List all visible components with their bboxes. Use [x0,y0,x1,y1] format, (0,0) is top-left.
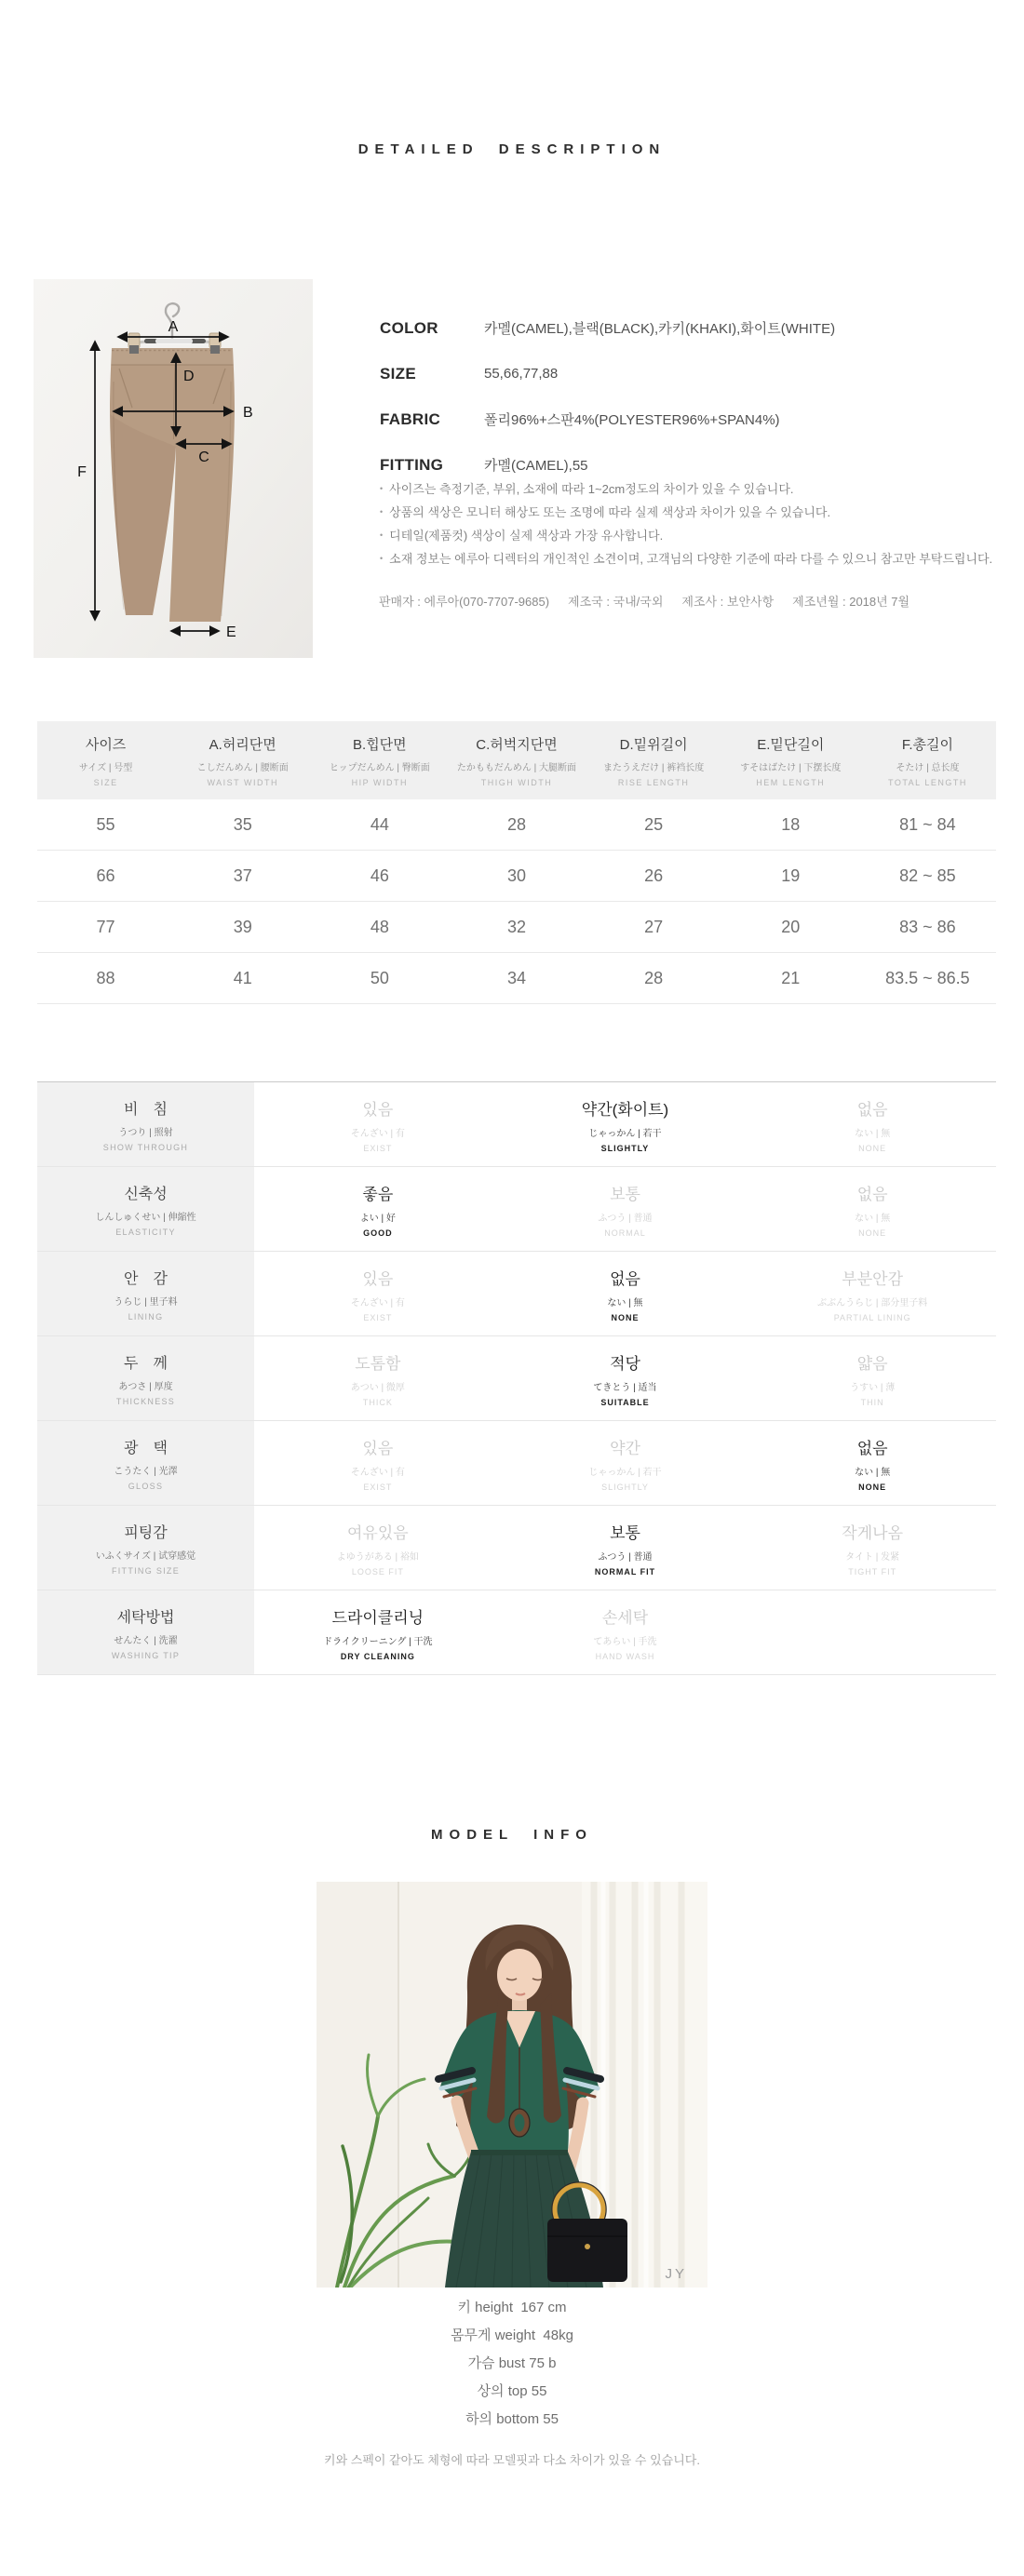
attribute-option [748,1336,996,1420]
seller-segment: 판매자 : 에루아(070-7707-9685) [379,595,550,609]
attribute-option-sub: じゃっかん | 若干 [588,1467,662,1478]
size-table-cell: 77 [96,917,115,936]
size-table-cell: 21 [781,968,801,987]
attribute-option [254,1506,502,1590]
pants-shape [110,348,235,622]
attribute-label [37,1167,254,1251]
attribute-option-en: NONE [858,1228,887,1238]
size-table-cell: 19 [781,865,801,885]
attribute-label-ko: 비 침 [124,1101,168,1118]
size-column-ko: B.힙단면 [353,737,407,753]
attribute-option-ko: 약간 [610,1439,640,1457]
attribute-option-sub: じゃっかん | 若干 [588,1128,662,1139]
model-photo [317,1882,707,2288]
size-table-row [37,799,996,851]
attribute-option-sub: ない | 無 [855,1467,891,1478]
attribute-option [254,1167,502,1251]
attribute-option-en: NORMAL FIT [594,1566,656,1576]
size-table-cell: 50 [370,968,389,987]
attribute-label [37,1252,254,1335]
size-column-sub: こしだんめん | 腰断面 [196,763,289,773]
attribute-option [254,1590,502,1674]
attribute-option-ko: 여유있음 [346,1523,409,1542]
watermark: JY [665,2266,687,2282]
size-column-ko: A.허리단면 [209,737,276,753]
info-value: 55,66,77,88 [484,366,559,382]
attribute-option-ko: 있음 [362,1100,394,1119]
size-table-cell: 48 [370,917,389,936]
attribute-option [254,1336,502,1420]
size-table-body [37,799,996,1004]
attribute-label-ko: 신축성 [124,1186,168,1202]
attribute-option-sub: よゆうがある | 裕如 [336,1551,419,1563]
pants-diagram-illustration [34,279,313,658]
attribute-option-ko: 있음 [362,1439,394,1457]
label-d: D [183,369,195,384]
size-column-header [722,734,859,787]
info-label: FITTING [380,455,444,474]
attribute-option-en: LOOSE FIT [351,1566,404,1576]
attribute-option-sub: うすい | 薄 [850,1382,896,1393]
info-row [380,396,994,442]
info-row [380,305,994,351]
size-column-sub: サイズ | 号型 [78,763,133,773]
size-column-header [174,734,311,787]
size-table-cell: 83 ~ 86 [899,917,956,936]
size-table-cell: 18 [781,814,801,834]
attribute-label-ko: 두 께 [124,1355,168,1372]
info-value: 폴리96%+스판4%(POLYESTER96%+SPAN4%) [484,412,780,428]
model-stat-line: 몸무게 weight 48kg [451,2328,573,2343]
size-table-cell: 20 [781,917,801,936]
size-column-en: SIZE [93,778,118,787]
attribute-label-sub: しんしゅくせい | 伸縮性 [95,1212,196,1223]
attribute-option-sub: よい | 好 [359,1213,396,1224]
size-table-cell: 26 [644,865,664,885]
attribute-option [748,1167,996,1251]
attribute-label-en: ELASTICITY [115,1227,176,1237]
size-table-cell: 34 [506,968,526,987]
model-photo-illustration [317,1882,707,2288]
attribute-option [502,1167,749,1251]
attribute-row [37,1336,996,1421]
attribute-option-ko: 손세탁 [601,1608,649,1627]
size-table-cell: 88 [96,968,115,987]
attribute-label-ko: 광 택 [124,1440,168,1456]
attribute-option-ko: 부분안감 [842,1269,903,1288]
attribute-option-ko: 없음 [856,1185,888,1203]
attribute-option-ko: 좋음 [362,1185,394,1203]
attribute-option-en: THICK [362,1397,393,1407]
size-table-cell: 83.5 ~ 86.5 [885,968,970,987]
attribute-row [37,1082,996,1167]
attribute-label-ko: 피팅감 [124,1524,168,1541]
attribute-option-en: PARTIAL LINING [833,1312,911,1322]
size-table-cell: 28 [644,968,664,987]
attribute-option-en: EXIST [363,1312,393,1322]
attribute-option-sub: タイト | 发紧 [845,1551,900,1563]
note-line: • 사이즈는 측정기준, 부위, 소재에 따라 1~2cm정도의 차이가 있을 수 있습니다. [380,477,1013,501]
attribute-option-ko: 적당 [610,1354,640,1373]
model-stat-line: 가슴 bust 75 b [467,2355,557,2371]
attribute-label-en: WASHING TIP [111,1650,181,1660]
attribute-label-en: SHOW THROUGH [102,1142,189,1152]
attribute-option-sub: ない | 無 [855,1128,891,1139]
attribute-label [37,1082,254,1166]
attribute-option-sub: あつい | 微厚 [350,1382,405,1393]
attribute-option-en: SLIGHTLY [600,1143,650,1153]
attribute-option-sub: てあらい | 手洗 [593,1636,657,1647]
size-table-row [37,953,996,1004]
size-table-cell: 82 ~ 85 [899,865,956,885]
size-column-en: THIGH WIDTH [480,778,553,787]
attribute-label [37,1590,254,1674]
size-table-cell: 55 [96,814,115,834]
attribute-option-en: EXIST [363,1143,393,1153]
attribute-option-ko: 없음 [610,1269,640,1288]
attribute-option-sub: ぶぶんうらじ | 部分里子料 [817,1297,928,1308]
seller-info-line [379,592,928,610]
size-table [37,721,996,1004]
size-table-row [37,902,996,953]
attribute-label-sub: こうたく | 光澤 [114,1466,178,1477]
attribute-option-en: HAND WASH [595,1651,655,1661]
skirt-waistband [471,2150,568,2155]
attribute-label-sub: うらじ | 里子料 [114,1296,178,1308]
face [497,1949,542,2001]
info-row [380,351,994,396]
attribute-option-en: NONE [858,1482,887,1492]
attribute-option-ko: 보통 [610,1185,640,1203]
size-column-header [586,734,722,787]
size-table-cell: 35 [233,814,252,834]
attribute-label [37,1336,254,1420]
attribute-option-sub: ない | 無 [607,1297,643,1308]
attribute-option-ko: 드라이클리닝 [331,1608,424,1627]
attribute-option-ko: 도톰함 [355,1354,401,1373]
note-line: • 소재 정보는 에루아 디렉터의 개인적인 소견이며, 고객님의 다양한 기준에 따라 다를 수 있으니 참고만 부탁드립니다. [380,547,1013,570]
model-info-heading: MODEL INFO [431,1827,593,1843]
attribute-option [502,1421,749,1505]
attribute-label-sub: あつさ | 厚度 [118,1381,173,1392]
attribute-label-en: LINING [128,1311,164,1322]
attribute-option-ko: 없음 [856,1100,888,1119]
attribute-label-sub: うつり | 照射 [118,1127,173,1138]
label-c: C [198,449,209,465]
attribute-option-en: NORMAL [604,1228,646,1238]
attribute-label-en: FITTING SIZE [111,1565,181,1576]
attribute-option-en: SLIGHTLY [601,1482,649,1492]
label-e: E [226,624,236,640]
attribute-row [37,1590,996,1675]
attribute-option-sub: ふつう | 普通 [598,1551,653,1563]
attribute-option-sub: ない | 無 [855,1213,891,1224]
size-column-ko: E.밑단길이 [757,737,825,753]
attribute-option [748,1421,996,1505]
attribute-option-sub: てきとう | 适当 [593,1382,657,1393]
attribute-row [37,1252,996,1336]
attribute-option-ko: 얇음 [856,1354,888,1373]
note-line: • 디테일(제품컷) 색상이 실제 색상과 가장 유사합니다. [380,524,1013,547]
size-table-cell: 25 [644,814,664,834]
model-stat-line: 상의 top 55 [477,2383,547,2399]
attribute-option [748,1082,996,1166]
info-value: 카멜(CAMEL),블랙(BLACK),카키(KHAKI),화이트(WHITE) [484,321,836,337]
attribute-option-en: EXIST [363,1482,393,1492]
size-table-cell: 44 [370,814,389,834]
attribute-row [37,1421,996,1506]
model-note: 키와 스펙이 같아도 체형에 따라 모델핏과 다소 차이가 있을 수 있습니다. [324,2453,700,2467]
size-column-en: WAIST WIDTH [207,778,278,787]
info-value: 카멜(CAMEL),55 [484,458,588,474]
size-column-en: RISE LENGTH [617,778,690,787]
size-column-en: TOTAL LENGTH [887,778,967,787]
attribute-option-sub: そんざい | 有 [350,1297,405,1308]
attribute-label [37,1421,254,1505]
size-column-sub: たかももだんめん | 大腿断面 [456,763,577,773]
size-column-header [448,734,585,787]
attribute-option [748,1506,996,1590]
attribute-label-en: GLOSS [128,1481,164,1491]
seller-segment: 제조년월 : 2018년 7월 [792,595,910,609]
attribute-label-sub: せんたく | 洗濯 [114,1635,178,1646]
label-b: B [243,405,253,421]
size-column-ko: F.총길이 [901,737,953,753]
info-label: FABRIC [380,409,441,428]
attribute-option [502,1252,749,1335]
info-label: SIZE [380,364,416,382]
attribute-option-sub: そんざい | 有 [350,1467,405,1478]
attribute-option-en: THIN [860,1397,884,1407]
attribute-label [37,1506,254,1590]
seller-segment: 제조국 : 국내/국외 [568,595,664,609]
attribute-option-en: GOOD [363,1228,393,1238]
attribute-option-ko: 있음 [362,1269,394,1288]
attribute-row [37,1506,996,1590]
size-column-ko: 사이즈 [85,737,127,753]
product-notes [380,477,1013,570]
model-stats [0,2294,1024,2434]
attribute-option [502,1082,749,1166]
attribute-label-en: THICKNESS [115,1396,176,1406]
size-column-sub: すそはばたけ | 下摆长度 [740,763,842,773]
model-stat-line: 하의 bottom 55 [465,2411,559,2427]
note-line: • 상품의 색상은 모니터 해상도 또는 조명에 따라 실제 색상과 차이가 있을 수 있습니다. [380,501,1013,524]
info-label: COLOR [380,318,438,337]
attribute-option-ko: 작게나옴 [842,1523,903,1542]
attribute-option [502,1590,749,1674]
attribute-option [502,1336,749,1420]
attribute-label-sub: いふくサイズ | 试穿感觉 [95,1550,196,1562]
model-stat-line: 키 height 167 cm [457,2300,567,2315]
attribute-option [254,1082,502,1166]
size-column-sub: またうえだけ | 裤裆长度 [603,763,705,773]
size-column-header [859,734,996,787]
attribute-option-ko: 약간(화이트) [581,1100,669,1119]
size-column-sub: そたけ | 总长度 [896,763,960,773]
size-table-cell: 66 [96,865,115,885]
attribute-label-ko: 세탁방법 [116,1609,175,1626]
attribute-option-en: SUITABLE [600,1397,650,1407]
attribute-table [37,1081,996,1675]
size-column-header [311,734,448,787]
size-table-row [37,851,996,902]
attribute-option-en: NONE [611,1312,640,1322]
attribute-option-en: TIGHT FIT [848,1566,897,1576]
attribute-option-ko: 보통 [610,1523,640,1542]
size-column-en: HEM LENGTH [756,778,826,787]
size-table-cell: 32 [506,917,526,936]
attribute-row [37,1167,996,1252]
size-table-header [37,721,996,799]
attribute-option-sub: そんざい | 有 [350,1128,405,1139]
size-column-en: HIP WIDTH [351,778,409,787]
size-table-cell: 46 [370,865,389,885]
attribute-option-sub: ふつう | 普通 [598,1213,653,1224]
attribute-option [748,1252,996,1335]
attribute-option [254,1421,502,1505]
size-table-cell: 81 ~ 84 [899,814,956,834]
attribute-label-ko: 안 감 [124,1270,168,1287]
size-table-cell: 30 [506,865,526,885]
attribute-option [254,1252,502,1335]
label-a: A [168,319,179,335]
size-table-cell: 27 [644,917,664,936]
product-info-rows [380,305,994,488]
attribute-option [502,1506,749,1590]
size-table-cell: 39 [233,917,252,936]
size-column-header [37,734,174,787]
size-table-cell: 41 [233,968,252,987]
attribute-option-ko: 없음 [856,1439,888,1457]
product-measurement-photo [34,279,313,658]
attribute-option-en: DRY CLEANING [340,1651,415,1661]
detail-description-heading: DETAILED DESCRIPTION [357,141,667,157]
seller-segment: 제조사 : 보안사항 [681,595,775,609]
attribute-option-sub: ドライクリーニング | 干洗 [323,1636,433,1647]
size-column-ko: C.허벅지단면 [476,737,558,753]
size-table-cell: 28 [506,814,526,834]
attribute-option-en: NONE [858,1143,887,1153]
size-table-cell: 37 [233,865,252,885]
size-column-ko: D.밑위길이 [619,737,688,753]
size-column-sub: ヒップだんめん | 臀断面 [329,763,430,773]
label-f: F [77,464,87,480]
